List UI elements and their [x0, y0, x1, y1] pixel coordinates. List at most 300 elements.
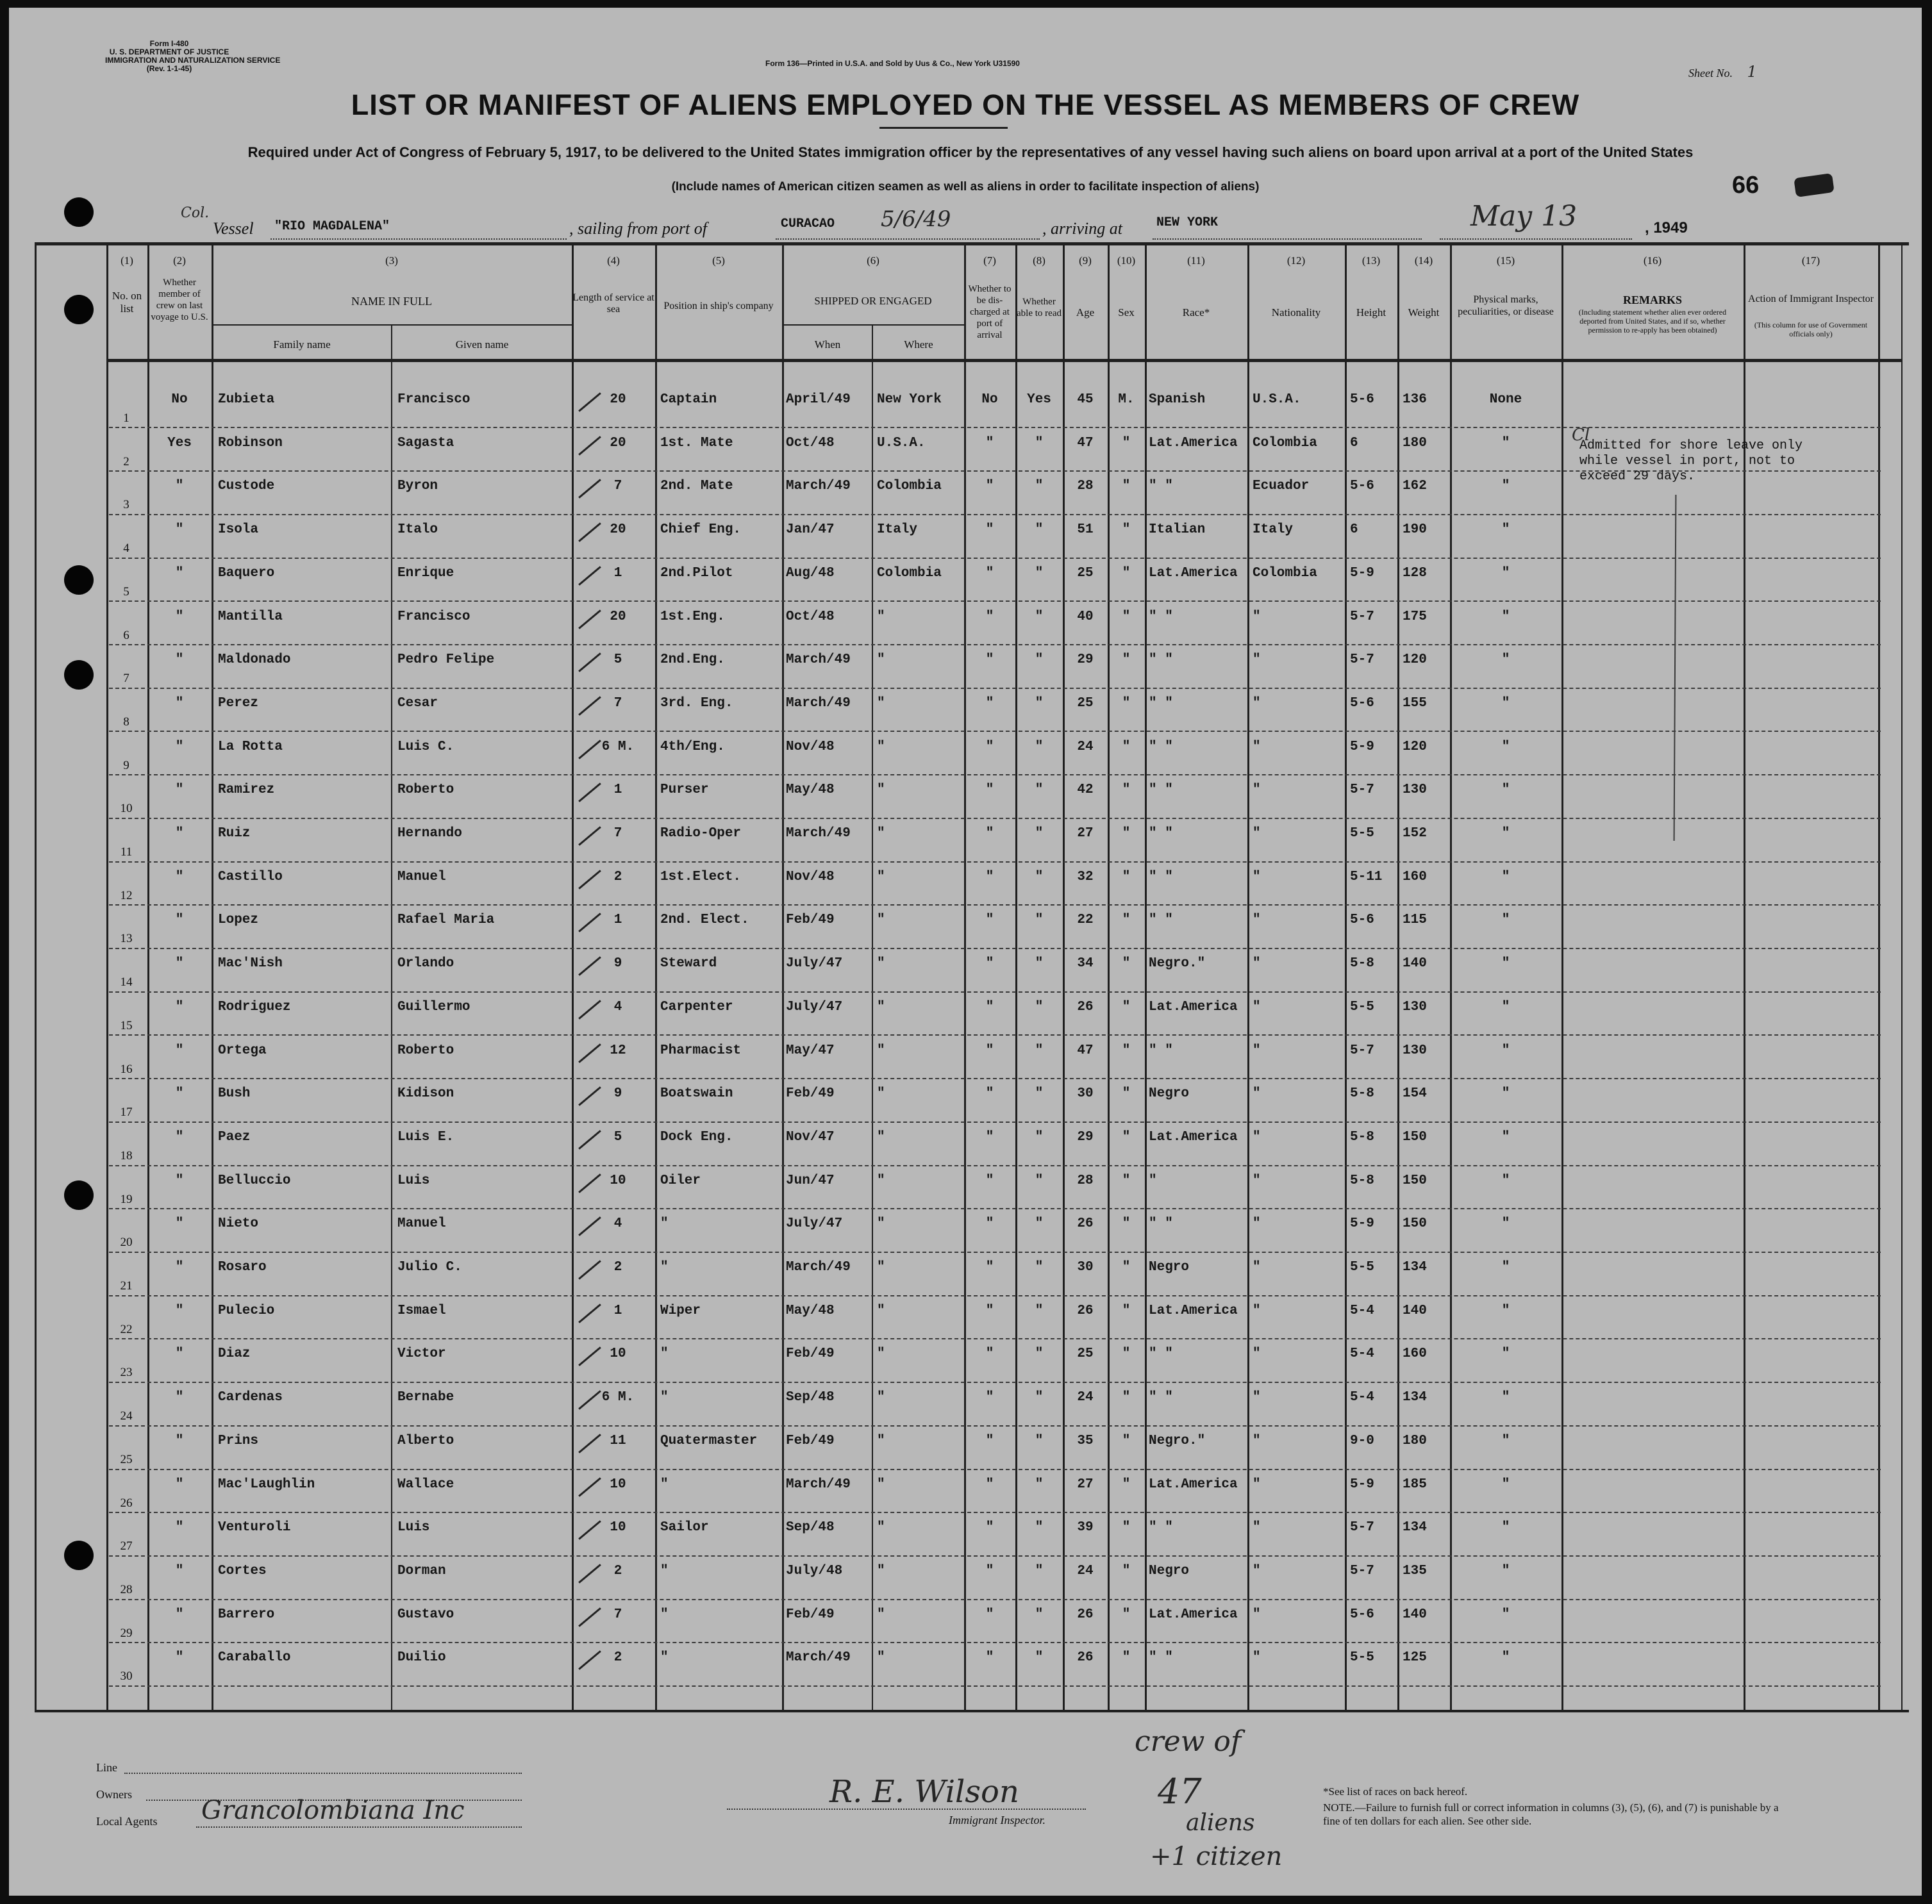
cell-where: Italy: [877, 522, 918, 537]
cell-nationality: ": [1253, 1304, 1261, 1318]
cell-read: ": [1035, 1173, 1044, 1188]
cell-age: 24: [1077, 1564, 1094, 1578]
cell-service: 1: [613, 1304, 622, 1318]
cell-discharged: ": [985, 696, 994, 711]
cell-position: Captain: [660, 392, 717, 407]
cell-sex: ": [1122, 1260, 1131, 1275]
sailing-label: , sailing from port of: [569, 219, 708, 238]
footer-line-label: Line: [96, 1761, 117, 1774]
cell-given: Bernabe: [397, 1390, 454, 1405]
col-header: Race*: [1182, 306, 1210, 319]
cell-height: 5-7: [1350, 609, 1374, 624]
punch-hole: [64, 1180, 94, 1210]
cell-discharged: ": [985, 1346, 994, 1361]
cell-race: " ": [1149, 1650, 1173, 1665]
cell-service: 4: [613, 1000, 622, 1014]
col-header: Whether member of crew on last voyage to U.S.: [151, 277, 208, 322]
cell-where: Colombia: [877, 479, 942, 493]
cell-when: March/49: [786, 1650, 851, 1665]
cell-age: 26: [1077, 1607, 1094, 1622]
handwritten-47: 47: [1158, 1771, 1202, 1812]
cell-family: Caraballo: [218, 1650, 291, 1665]
cell-race: " ": [1149, 1390, 1173, 1405]
cell-height: 5-11: [1350, 870, 1383, 884]
cell-marks: None: [1489, 392, 1522, 407]
cell-service: 10: [610, 1477, 626, 1492]
cell-family: Rodriguez: [218, 1000, 291, 1014]
cell-race: Negro: [1149, 1564, 1190, 1578]
cell-weight: 190: [1403, 522, 1427, 537]
cell-read: ": [1035, 956, 1044, 971]
cell-position: 2nd. Elect.: [660, 913, 749, 927]
row-number: 19: [120, 1193, 133, 1206]
cell-last-voyage: ": [175, 1390, 184, 1405]
cell-race: Spanish: [1149, 392, 1206, 407]
cell-service: 6 M.: [601, 740, 635, 754]
cell-discharged: ": [985, 436, 994, 451]
cell-age: 28: [1077, 1173, 1094, 1188]
cell-last-voyage: ": [175, 956, 184, 971]
col-subheader: When: [814, 338, 841, 351]
col-number: (2): [173, 254, 186, 267]
col-header: Height: [1356, 306, 1387, 319]
form-number: Form I-480 U. S. DEPARTMENT OF JUSTICE IMMIGRATION AND NATURALIZATION SERVICE (Rev. 1-1-45): [105, 39, 281, 73]
cell-position: ": [660, 1260, 669, 1275]
cell-given: Francisco: [397, 609, 471, 624]
cell-nationality: ": [1253, 782, 1261, 797]
cell-position: Chief Eng.: [660, 522, 742, 537]
cell-race: " ": [1149, 1043, 1173, 1058]
cell-marks: ": [1501, 479, 1510, 493]
cell-discharged: ": [985, 870, 994, 884]
cell-given: Alberto: [397, 1434, 454, 1448]
cell-discharged: ": [985, 1434, 994, 1448]
cell-service: 7: [613, 1607, 622, 1622]
cell-discharged: ": [985, 652, 994, 667]
cell-position: ": [660, 1607, 669, 1622]
cell-where: ": [877, 826, 885, 841]
cell-read: ": [1035, 740, 1044, 754]
cell-position: 2nd. Mate: [660, 479, 733, 493]
row-number: 16: [120, 1063, 133, 1076]
cell-read: ": [1035, 1390, 1044, 1405]
row-number: 28: [120, 1583, 133, 1596]
cell-discharged: ": [985, 956, 994, 971]
row-number: 20: [120, 1236, 133, 1249]
cell-given: Francisco: [397, 392, 471, 407]
cell-discharged: ": [985, 522, 994, 537]
cell-discharged: ": [985, 1000, 994, 1014]
cell-position: Dock Eng.: [660, 1130, 733, 1145]
row-number: 17: [120, 1105, 133, 1119]
cell-service: 20: [610, 522, 626, 537]
cell-sex: ": [1122, 1564, 1131, 1578]
cell-position: Sailor: [660, 1520, 709, 1535]
cell-weight: 130: [1403, 1000, 1427, 1014]
cell-family: Diaz: [218, 1346, 251, 1361]
cell-race: Lat.America: [1149, 1304, 1238, 1318]
cell-given: Hernando: [397, 826, 462, 841]
cell-nationality: ": [1253, 1216, 1261, 1231]
cell-read: ": [1035, 782, 1044, 797]
cell-sex: ": [1122, 1650, 1131, 1665]
cell-height: 5-7: [1350, 1520, 1374, 1535]
cell-height: 5-6: [1350, 913, 1374, 927]
cell-service: 20: [610, 392, 626, 407]
cell-nationality: U.S.A.: [1253, 392, 1301, 407]
cell-when: Sep/48: [786, 1390, 835, 1405]
cell-read: ": [1035, 1434, 1044, 1448]
cell-discharged: ": [985, 1130, 994, 1145]
cell-given: Rafael Maria: [397, 913, 495, 927]
cell-where: ": [877, 1000, 885, 1014]
cell-family: Custode: [218, 479, 275, 493]
cell-read: ": [1035, 1216, 1044, 1231]
col-subheader: Given name: [455, 338, 509, 351]
cell-weight: 134: [1403, 1520, 1427, 1535]
cell-given: Duilio: [397, 1650, 446, 1665]
cell-given: Orlando: [397, 956, 454, 971]
cell-last-voyage: ": [175, 1130, 184, 1145]
cell-sex: ": [1122, 652, 1131, 667]
cell-read: ": [1035, 479, 1044, 493]
cell-where: U.S.A.: [877, 436, 926, 451]
cell-family: Ramirez: [218, 782, 275, 797]
cell-given: Manuel: [397, 870, 446, 884]
cell-discharged: ": [985, 1390, 994, 1405]
cell-given: Pedro Felipe: [397, 652, 495, 667]
cell-service: 20: [610, 609, 626, 624]
cell-last-voyage: ": [175, 1564, 184, 1578]
col-header: Action of Immigrant Inspector: [1748, 294, 1874, 304]
cell-marks: ": [1501, 1607, 1510, 1622]
cell-read: ": [1035, 696, 1044, 711]
cell-service: 5: [613, 1130, 622, 1145]
cell-sex: ": [1122, 1607, 1131, 1622]
cell-when: Oct/48: [786, 436, 835, 451]
cell-family: Bush: [218, 1086, 251, 1101]
row-number: 27: [120, 1539, 133, 1553]
cell-family: Baquero: [218, 566, 275, 581]
cell-age: 42: [1077, 782, 1094, 797]
col-header: NAME IN FULL: [351, 295, 432, 308]
cell-sex: ": [1122, 1390, 1131, 1405]
cell-family: Zubieta: [218, 392, 275, 407]
cell-nationality: ": [1253, 1086, 1261, 1101]
cell-nationality: ": [1253, 1000, 1261, 1014]
cell-service: 2: [613, 1260, 622, 1275]
cell-marks: ": [1501, 1216, 1510, 1231]
cell-family: Paez: [218, 1130, 251, 1145]
cell-where: ": [877, 1477, 885, 1492]
cell-position: 2nd.Eng.: [660, 652, 725, 667]
row-number: 26: [120, 1496, 133, 1510]
cell-family: Pulecio: [218, 1304, 275, 1318]
cell-age: 29: [1077, 1130, 1094, 1145]
cell-sex: ": [1122, 782, 1131, 797]
cell-height: 5-4: [1350, 1390, 1374, 1405]
col-number: (5): [712, 254, 725, 267]
cell-weight: 115: [1403, 913, 1427, 927]
cell-given: Sagasta: [397, 436, 454, 451]
col-number: (16): [1643, 254, 1662, 267]
cell-where: ": [877, 1173, 885, 1188]
cell-race: " ": [1149, 652, 1173, 667]
cell-family: Ortega: [218, 1043, 267, 1058]
cell-weight: 130: [1403, 782, 1427, 797]
col-header: Length of service at sea: [572, 292, 654, 315]
col-header: Whether able to read: [1017, 297, 1062, 319]
cell-weight: 136: [1403, 392, 1427, 407]
cell-height: 5-7: [1350, 1043, 1374, 1058]
table-top-rule: [35, 242, 1909, 245]
handwritten-remarks: Cl: [1572, 426, 1590, 445]
cell-marks: ": [1501, 956, 1510, 971]
cell-weight: 150: [1403, 1216, 1427, 1231]
cell-marks: ": [1501, 1304, 1510, 1318]
cell-where: ": [877, 1130, 885, 1145]
col-number: (17): [1801, 254, 1820, 267]
cell-nationality: ": [1253, 826, 1261, 841]
cell-weight: 185: [1403, 1477, 1427, 1492]
cell-age: 24: [1077, 1390, 1094, 1405]
cell-marks: ": [1501, 870, 1510, 884]
cell-service: 7: [613, 826, 622, 841]
cell-last-voyage: ": [175, 1000, 184, 1014]
cell-sex: ": [1122, 740, 1131, 754]
cell-where: ": [877, 1304, 885, 1318]
cell-weight: 128: [1403, 566, 1427, 581]
handwritten-prefix: Col.: [181, 205, 210, 221]
cell-service: 1: [613, 782, 622, 797]
col-header: Position in ship's company: [663, 301, 774, 311]
cell-position: 1st. Mate: [660, 436, 733, 451]
cell-race: Lat.America: [1149, 566, 1238, 581]
cell-race: " ": [1149, 696, 1173, 711]
cell-where: ": [877, 1043, 885, 1058]
cell-given: Kidison: [397, 1086, 454, 1101]
punch-hole: [64, 660, 94, 690]
cell-position: ": [660, 1346, 669, 1361]
cell-sex: ": [1122, 609, 1131, 624]
cell-race: ": [1149, 1173, 1157, 1188]
cell-height: 5-9: [1350, 1216, 1374, 1231]
manifest-sheet: [9, 8, 1922, 1896]
cell-age: 25: [1077, 696, 1094, 711]
cell-when: March/49: [786, 1477, 851, 1492]
cell-when: July/47: [786, 1216, 843, 1231]
cell-when: March/49: [786, 826, 851, 841]
cell-sex: ": [1122, 1477, 1131, 1492]
cell-race: Negro.": [1149, 1434, 1206, 1448]
cell-marks: ": [1501, 566, 1510, 581]
cell-given: Enrique: [397, 566, 454, 581]
col-number: (9): [1079, 254, 1092, 267]
cell-given: Luis: [397, 1520, 430, 1535]
statute-text: Required under Act of Congress of February 5, 1917, to be delivered to the United States immigration officer by the representatives of any vessel having such aliens on board upon arrival at a port of the United States: [247, 144, 1694, 160]
cell-weight: 120: [1403, 652, 1427, 667]
row-number: 25: [120, 1453, 133, 1466]
cell-position: Pharmacist: [660, 1043, 742, 1058]
cell-given: Dorman: [397, 1564, 446, 1578]
cell-age: 28: [1077, 479, 1094, 493]
cell-discharged: No: [981, 392, 998, 407]
include-note: (Include names of American citizen seamen as well as aliens in order to facilitate inspection of aliens): [671, 180, 1260, 194]
cell-read: ": [1035, 1346, 1044, 1361]
col-subheader: Family name: [273, 338, 331, 351]
row-number: 18: [120, 1149, 133, 1163]
cell-discharged: ": [985, 479, 994, 493]
cell-position: Steward: [660, 956, 717, 971]
cell-when: May/47: [786, 1043, 835, 1058]
cell-where: ": [877, 696, 885, 711]
col-number: (13): [1362, 254, 1381, 267]
cell-read: ": [1035, 1043, 1044, 1058]
cell-nationality: ": [1253, 696, 1261, 711]
cell-marks: ": [1501, 1434, 1510, 1448]
cell-weight: 135: [1403, 1564, 1427, 1578]
cell-weight: 180: [1403, 1434, 1427, 1448]
col-number: (3): [385, 254, 398, 267]
cell-weight: 140: [1403, 1607, 1427, 1622]
page-title: LIST OR MANIFEST OF ALIENS EMPLOYED ON THE VESSEL AS MEMBERS OF CREW: [351, 88, 1580, 121]
cell-when: March/49: [786, 479, 851, 493]
handwritten-crew-of: crew of: [1135, 1725, 1242, 1758]
cell-when: Nov/48: [786, 870, 835, 884]
cell-last-voyage: ": [175, 609, 184, 624]
cell-where: ": [877, 913, 885, 927]
cell-service: 10: [610, 1173, 626, 1188]
cell-nationality: ": [1253, 609, 1261, 624]
cell-sex: ": [1122, 913, 1131, 927]
cell-weight: 175: [1403, 609, 1427, 624]
cell-family: Mac'Nish: [218, 956, 283, 971]
cell-read: ": [1035, 1564, 1044, 1578]
col-number: (11): [1187, 254, 1205, 267]
cell-service: 10: [610, 1520, 626, 1535]
cell-age: 45: [1077, 392, 1094, 407]
cell-read: ": [1035, 1260, 1044, 1275]
cell-marks: ": [1501, 1346, 1510, 1361]
row-number: 7: [123, 672, 129, 685]
cell-given: Byron: [397, 479, 438, 493]
cell-race: " ": [1149, 609, 1173, 624]
cell-weight: 152: [1403, 826, 1427, 841]
cell-sex: M.: [1118, 392, 1135, 407]
row-number: 21: [120, 1279, 133, 1293]
cell-service: 20: [610, 436, 626, 451]
cell-age: 35: [1077, 1434, 1094, 1448]
cell-family: Mac'Laughlin: [218, 1477, 315, 1492]
cell-read: ": [1035, 1650, 1044, 1665]
cell-race: " ": [1149, 479, 1173, 493]
cell-position: Wiper: [660, 1304, 701, 1318]
cell-family: Prins: [218, 1434, 259, 1448]
cell-age: 25: [1077, 1346, 1094, 1361]
cell-height: 5-6: [1350, 479, 1374, 493]
col-header: Weight: [1408, 306, 1440, 319]
cell-position: ": [660, 1216, 669, 1231]
cell-position: Quatermaster: [660, 1434, 758, 1448]
cell-nationality: ": [1253, 1520, 1261, 1535]
cell-when: May/48: [786, 782, 835, 797]
cell-discharged: ": [985, 740, 994, 754]
cell-height: 6: [1350, 522, 1358, 537]
cell-read: ": [1035, 436, 1044, 451]
cell-last-voyage: No: [171, 392, 188, 407]
cell-last-voyage: ": [175, 1304, 184, 1318]
cell-where: New York: [877, 392, 942, 407]
row-number: 2: [123, 455, 129, 468]
row-number: 30: [120, 1669, 133, 1683]
cell-when: March/49: [786, 696, 851, 711]
cell-where: ": [877, 1650, 885, 1665]
cell-age: 39: [1077, 1520, 1094, 1535]
col-header: Sex: [1118, 306, 1135, 319]
cell-race: Negro.": [1149, 956, 1206, 971]
remarks-text: Admitted for shore leave only while vessel in port, not to exceed 29 days.: [1579, 438, 1803, 484]
cell-family: Barrero: [218, 1607, 275, 1622]
cell-position: Boatswain: [660, 1086, 733, 1101]
cell-discharged: ": [985, 1304, 994, 1318]
cell-height: 5-5: [1350, 1260, 1374, 1275]
cell-nationality: Colombia: [1253, 436, 1317, 451]
handwritten-sail-date: 5/6/49: [881, 206, 951, 232]
vessel-name: "RIO MAGDALENA": [274, 219, 390, 234]
cell-given: Luis E.: [397, 1130, 454, 1145]
cell-sex: ": [1122, 1000, 1131, 1014]
cell-given: Julio C.: [397, 1260, 462, 1275]
cell-race: " ": [1149, 782, 1173, 797]
cell-read: Yes: [1027, 392, 1051, 407]
handwritten-66: 66: [1732, 172, 1760, 199]
cell-height: 5-6: [1350, 392, 1374, 407]
cell-discharged: ": [985, 566, 994, 581]
cell-nationality: ": [1253, 1130, 1261, 1145]
footer-owners-label: Owners: [96, 1788, 132, 1801]
cell-service: 1: [613, 913, 622, 927]
cell-marks: ": [1501, 1000, 1510, 1014]
cell-height: 5-8: [1350, 956, 1374, 971]
col-number: (12): [1287, 254, 1306, 267]
cell-service: 11: [610, 1434, 626, 1448]
cell-weight: 120: [1403, 740, 1427, 754]
cell-given: Luis: [397, 1173, 430, 1188]
cell-race: Negro: [1149, 1086, 1190, 1101]
cell-last-voyage: ": [175, 1260, 184, 1275]
cell-discharged: ": [985, 1173, 994, 1188]
cell-given: Luis C.: [397, 740, 454, 754]
cell-when: Sep/48: [786, 1520, 835, 1535]
cell-when: July/48: [786, 1564, 843, 1578]
cell-height: 5-8: [1350, 1130, 1374, 1145]
cell-read: ": [1035, 1477, 1044, 1492]
cell-race: " ": [1149, 1216, 1173, 1231]
cell-height: 5-9: [1350, 1477, 1374, 1492]
cell-sex: ": [1122, 1086, 1131, 1101]
cell-read: ": [1035, 522, 1044, 537]
cell-where: ": [877, 1520, 885, 1535]
cell-family: Nieto: [218, 1216, 259, 1231]
cell-weight: 140: [1403, 956, 1427, 971]
cell-position: ": [660, 1650, 669, 1665]
cell-marks: ": [1501, 1477, 1510, 1492]
cell-discharged: ": [985, 1216, 994, 1231]
cell-sex: ": [1122, 1216, 1131, 1231]
cell-race: " ": [1149, 826, 1173, 841]
cell-position: 3rd. Eng.: [660, 696, 733, 711]
cell-race: " ": [1149, 870, 1173, 884]
